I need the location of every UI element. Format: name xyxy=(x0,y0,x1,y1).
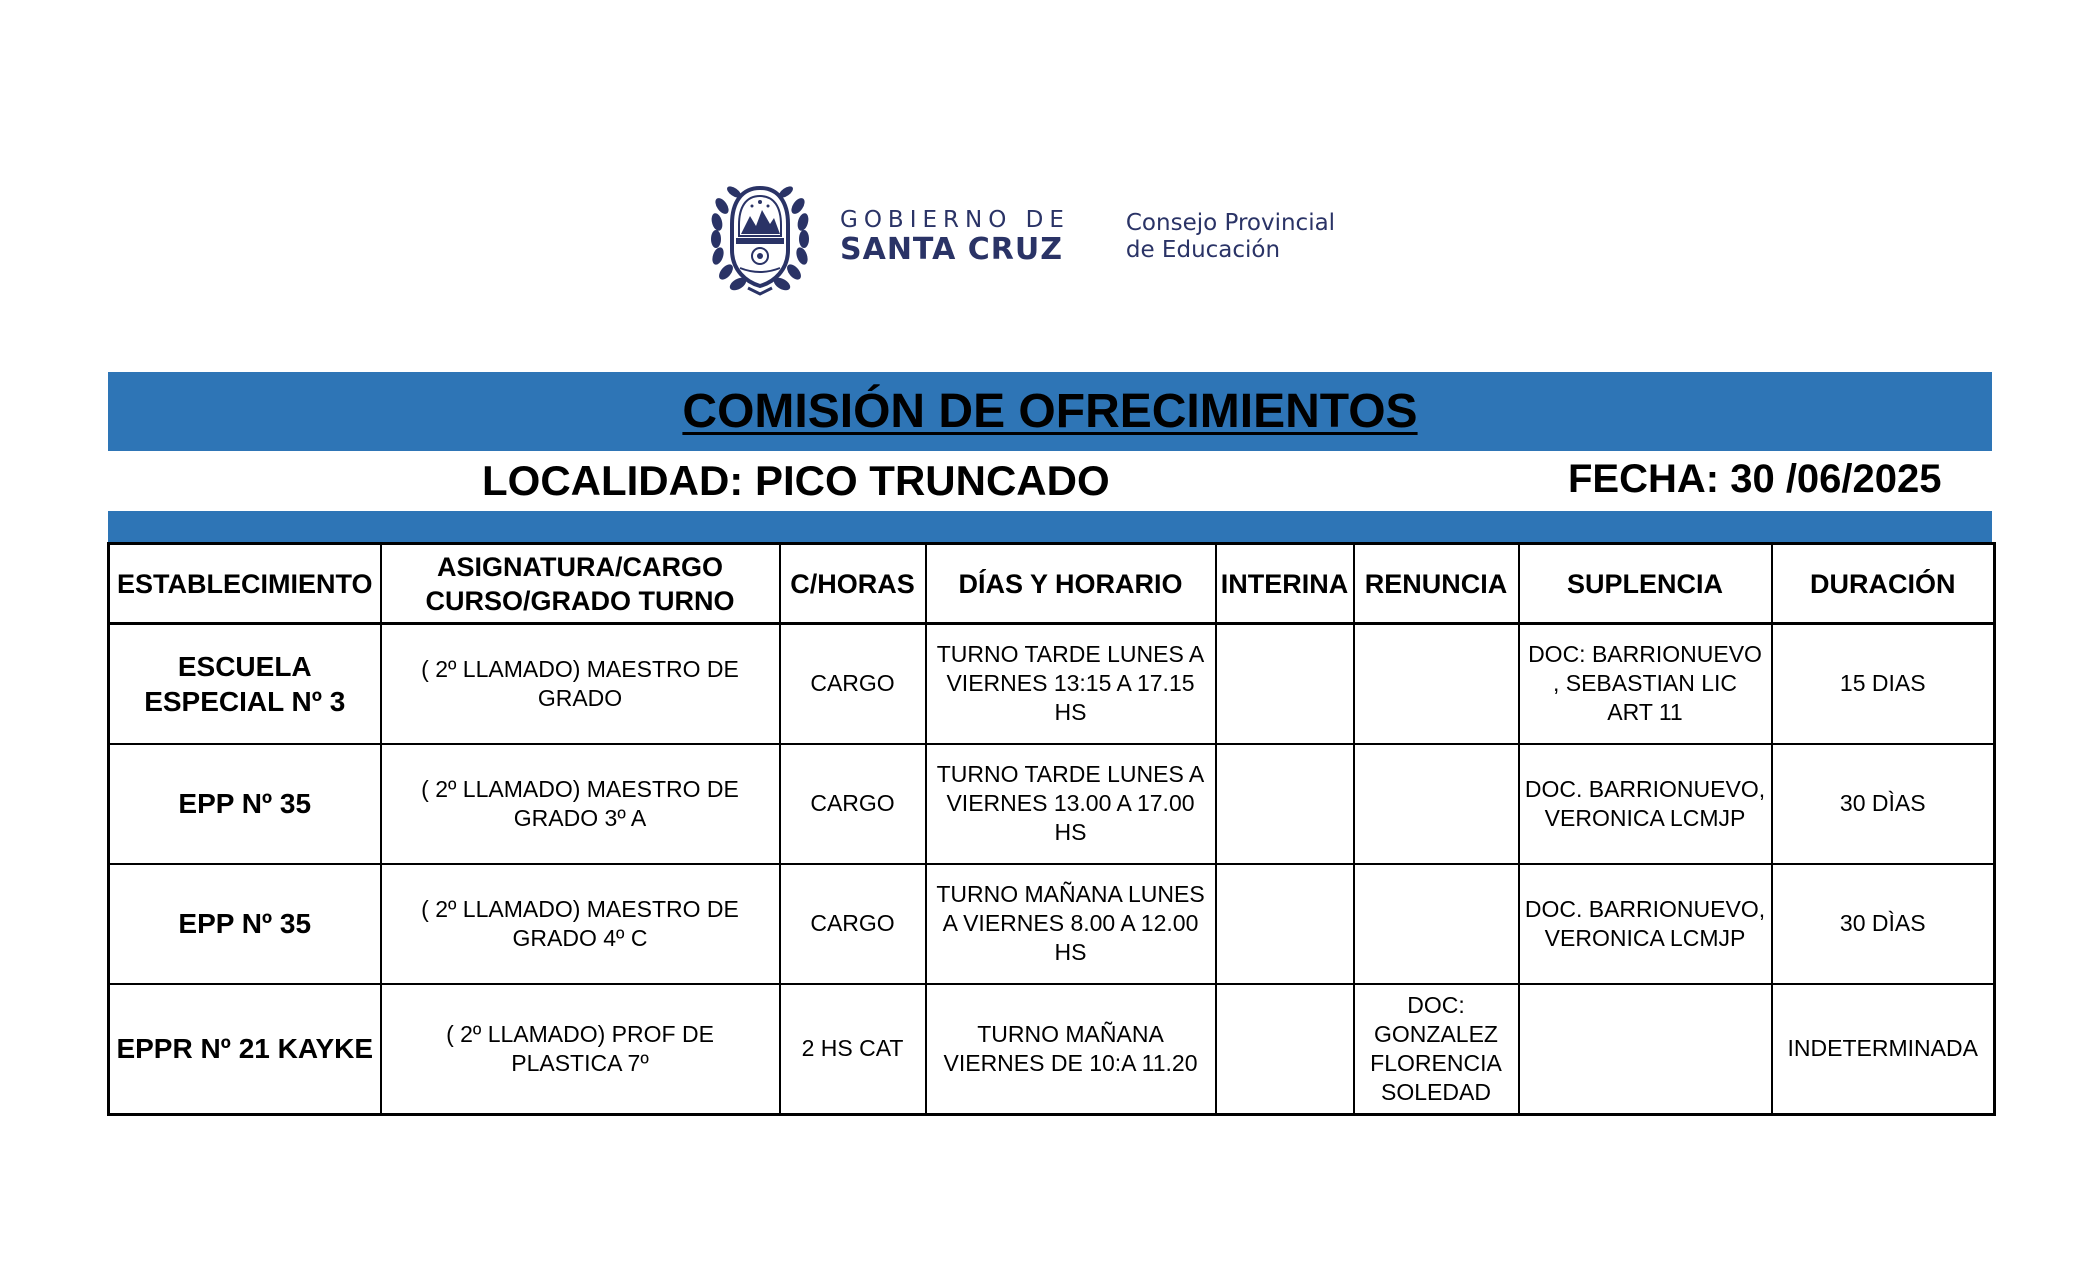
cell-asignatura: ( 2º LLAMADO) MAESTRO DE GRADO 4º C xyxy=(381,864,780,984)
gov-line-1: GOBIERNO DE xyxy=(840,207,1070,233)
table-row xyxy=(109,624,1995,744)
cell-suplencia: DOC. BARRIONUEVO, VERONICA LCMJP xyxy=(1519,744,1772,864)
cell-duracion: 30 DÌAS xyxy=(1772,744,1995,864)
cell-renuncia xyxy=(1354,864,1519,984)
cell-horario: TURNO TARDE LUNES A VIERNES 13:15 A 17.15 HS xyxy=(926,624,1216,744)
table-row xyxy=(109,864,1995,984)
cell-horas: 2 HS CAT xyxy=(780,984,926,1115)
santa-cruz-seal-icon xyxy=(708,176,812,298)
cell-horario: TURNO TARDE LUNES A VIERNES 13.00 A 17.00 HS xyxy=(926,744,1216,864)
table-row xyxy=(109,744,1995,864)
offers-table xyxy=(107,542,1996,1116)
cell-duracion: INDETERMINADA xyxy=(1772,984,1995,1115)
locality-row xyxy=(108,451,1992,511)
cell-establecimiento: EPP Nº 35 xyxy=(109,744,381,864)
council-line-1: Consejo Provincial xyxy=(1125,210,1336,236)
column-header-suplencia: SUPLENCIA xyxy=(1519,544,1772,624)
cell-asignatura: ( 2º LLAMADO) PROF DE PLASTICA 7º xyxy=(381,984,780,1115)
divider-band xyxy=(108,511,1992,542)
table-row xyxy=(109,984,1995,1115)
cell-duracion: 15 DIAS xyxy=(1772,624,1995,744)
cell-duracion: 30 DÌAS xyxy=(1772,864,1995,984)
cell-interina xyxy=(1216,624,1354,744)
cell-suplencia xyxy=(1519,984,1772,1115)
cell-horario: TURNO MAÑANA VIERNES DE 10:A 11.20 xyxy=(926,984,1216,1115)
cell-interina xyxy=(1216,984,1354,1115)
cell-asignatura: ( 2º LLAMADO) MAESTRO DE GRADO 3º A xyxy=(381,744,780,864)
page-title: COMISIÓN DE OFRECIMIENTOS xyxy=(682,385,1418,438)
column-header-establecimiento: ESTABLECIMIENTO xyxy=(109,544,381,624)
cell-establecimiento: ESCUELA ESPECIAL Nº 3 xyxy=(109,624,381,744)
cell-suplencia: DOC: BARRIONUEVO , SEBASTIAN LIC ART 11 xyxy=(1519,624,1772,744)
table-header-row xyxy=(109,544,1995,624)
cell-establecimiento: EPPR Nº 21 KAYKE xyxy=(109,984,381,1115)
cell-renuncia xyxy=(1354,624,1519,744)
council-name xyxy=(1126,210,1335,264)
column-header-renuncia: RENUNCIA xyxy=(1354,544,1519,624)
header-logo-block xyxy=(708,176,1335,298)
government-name xyxy=(840,207,1070,267)
cell-renuncia xyxy=(1354,744,1519,864)
cell-suplencia: DOC. BARRIONUEVO, VERONICA LCMJP xyxy=(1519,864,1772,984)
column-header-horario: DÍAS Y HORARIO xyxy=(926,544,1216,624)
cell-horas: CARGO xyxy=(780,744,926,864)
column-header-asignatura: ASIGNATURA/CARGO CURSO/GRADO TURNO xyxy=(381,544,780,624)
cell-horario: TURNO MAÑANA LUNES A VIERNES 8.00 A 12.00 HS xyxy=(926,864,1216,984)
locality-label: LOCALIDAD: PICO TRUNCADO xyxy=(482,457,1110,504)
cell-renuncia: DOC: GONZALEZ FLORENCIA SOLEDAD xyxy=(1354,984,1519,1115)
cell-horas: CARGO xyxy=(780,864,926,984)
column-header-interina: INTERINA xyxy=(1216,544,1354,624)
cell-interina xyxy=(1216,864,1354,984)
date-label: FECHA: 30 /06/2025 xyxy=(1568,457,1942,501)
column-header-duracion: DURACIÓN xyxy=(1772,544,1995,624)
column-header-horas: C/HORAS xyxy=(780,544,926,624)
council-line-2: de Educación xyxy=(1125,237,1281,263)
gov-line-2: SANTA CRUZ xyxy=(840,232,1063,267)
cell-horas: CARGO xyxy=(780,624,926,744)
title-band xyxy=(108,372,1992,451)
cell-establecimiento: EPP Nº 35 xyxy=(109,864,381,984)
cell-asignatura: ( 2º LLAMADO) MAESTRO DE GRADO xyxy=(381,624,780,744)
cell-interina xyxy=(1216,744,1354,864)
